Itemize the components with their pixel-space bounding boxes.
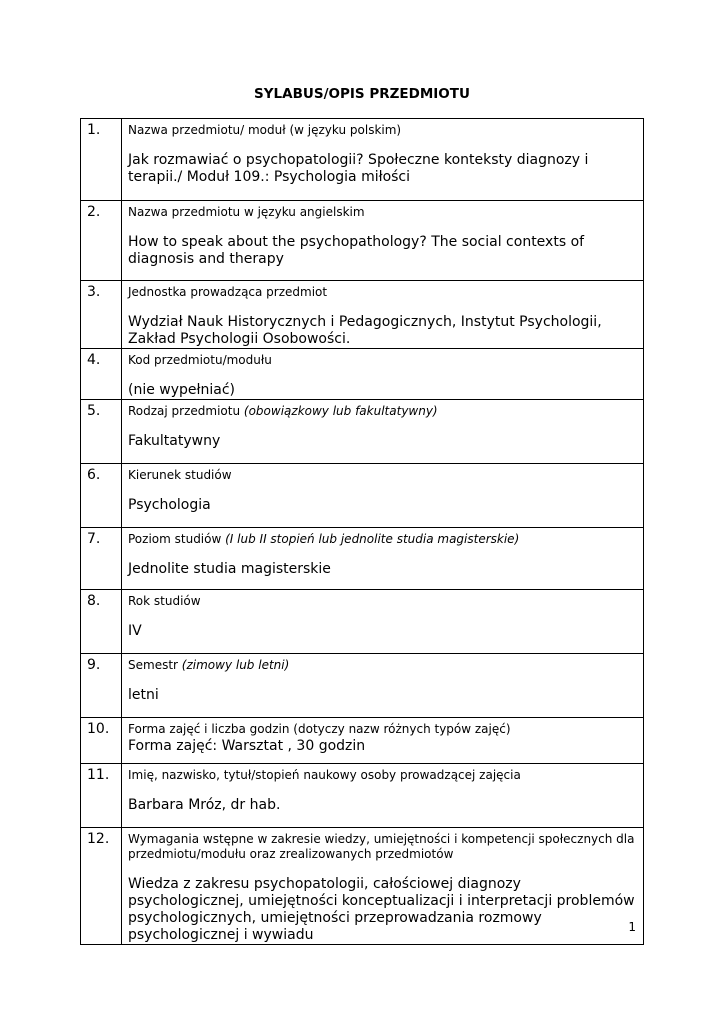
- row-number: 7.: [81, 528, 122, 590]
- row-number: 4.: [81, 349, 122, 400]
- row-value: Barbara Mróz, dr hab.: [128, 797, 281, 813]
- table-row: [81, 349, 644, 400]
- table-row: [81, 590, 644, 654]
- row-label: Kod przedmiotu/modułu: [128, 353, 272, 367]
- row-content: [122, 528, 644, 590]
- row-value: Jednolite studia magisterskie: [128, 561, 331, 577]
- table-row: [81, 201, 644, 281]
- row-number: 3.: [81, 281, 122, 349]
- document-title: SYLABUS/OPIS PRZEDMIOTU: [254, 86, 470, 102]
- row-value: Fakultatywny: [128, 433, 221, 449]
- row-number: 5.: [81, 400, 122, 464]
- table-row: [81, 764, 644, 828]
- table-row: [81, 828, 644, 945]
- row-label: Rok studiów: [128, 594, 201, 608]
- page-number: 1: [628, 920, 636, 934]
- row-value: Wiedza z zakresu psychopatologii, całościowej diagnozy psychologicznej, umiejętności konceptualizacji i interpretacji problemów psychologicznych, umiejętności przeprowadzania rozmowy psychologicznej i wywiadu: [128, 876, 635, 943]
- row-number: 11.: [81, 764, 122, 828]
- row-number: 8.: [81, 590, 122, 654]
- row-label: Poziom studiów (I lub II stopień lub jednolite studia magisterskie): [128, 532, 520, 546]
- row-label: Forma zajęć i liczba godzin (dotyczy nazw różnych typów zajęć): [128, 722, 511, 736]
- row-number: 12.: [81, 828, 122, 945]
- row-value: letni: [128, 687, 159, 703]
- row-value: How to speak about the psychopathology? The social contexts of diagnosis and therapy: [128, 234, 585, 267]
- table-row: [81, 718, 644, 764]
- row-value: Psychologia: [128, 497, 211, 513]
- table-row: [81, 400, 644, 464]
- row-content: [122, 281, 644, 349]
- row-value: Wydział Nauk Historycznych i Pedagogicznych, Instytut Psychologii, Zakład Psychologii Osobowości.: [128, 314, 602, 347]
- row-number: 6.: [81, 464, 122, 528]
- table-row: [81, 281, 644, 349]
- row-label: Jednostka prowadząca przedmiot: [128, 285, 328, 299]
- row-label: Imię, nazwisko, tytuł/stopień naukowy osoby prowadzącej zajęcia: [128, 768, 521, 782]
- row-content: [122, 828, 644, 945]
- row-value: IV: [128, 623, 142, 639]
- row-label: Kierunek studiów: [128, 468, 232, 482]
- row-content: [122, 654, 644, 718]
- row-value: Forma zajęć: Warsztat , 30 godzin: [128, 738, 366, 754]
- row-content: [122, 119, 644, 201]
- table-row: [81, 119, 644, 201]
- row-value: (nie wypełniać): [128, 382, 236, 398]
- row-number: 1.: [81, 119, 122, 201]
- row-content: [122, 590, 644, 654]
- table-row: [81, 464, 644, 528]
- row-number: 2.: [81, 201, 122, 281]
- row-label: Nazwa przedmiotu w języku angielskim: [128, 205, 365, 219]
- row-label: Semestr (zimowy lub letni): [128, 658, 290, 672]
- row-label: Wymagania wstępne w zakresie wiedzy, umiejętności i kompetencji społecznych dla przedmiotu/modułu oraz zrealizowanych przedmiotów: [128, 832, 635, 861]
- row-content: [122, 201, 644, 281]
- row-content: [122, 400, 644, 464]
- row-label: Rodzaj przedmiotu (obowiązkowy lub fakultatywny): [128, 404, 438, 418]
- row-value: Jak rozmawiać o psychopatologii? Społeczne konteksty diagnozy i terapii./ Moduł 109.: Psychologia miłości: [128, 152, 589, 185]
- row-content: [122, 349, 644, 400]
- row-number: 9.: [81, 654, 122, 718]
- table-row: [81, 654, 644, 718]
- row-number: 10.: [81, 718, 122, 764]
- syllabus-table: [80, 118, 644, 945]
- row-content: [122, 718, 644, 764]
- table-row: [81, 528, 644, 590]
- row-content: [122, 764, 644, 828]
- row-label: Nazwa przedmiotu/ moduł (w języku polskim): [128, 123, 402, 137]
- row-content: [122, 464, 644, 528]
